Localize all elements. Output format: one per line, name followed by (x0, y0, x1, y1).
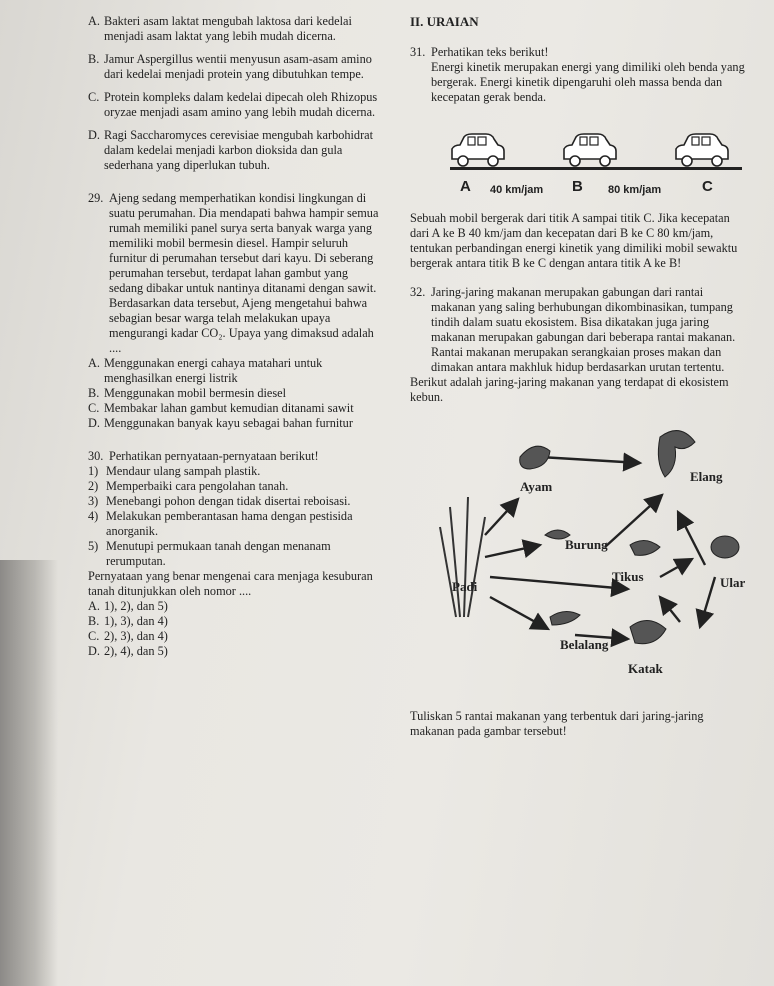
statement-5: 5) Menutupi permukaan tanah dengan menanam rerumputan. (88, 539, 331, 568)
question-29: 29. Ajeng sedang memperhatikan kondisi lingkungan di suatu perumahan. Dia mendapati bahwa hampir semua rumah memiliki panel surya serta banyak warga yang memiliki mobil bermesin diesel. Hampir seluruh furnitur di perumahan tersebut dari kayu. Di seberang perumahan tersebut, terdapat lahan gambut yang sedang dibakar untuk nantinya ditanami dengan sawit. Berdasarkan data tersebut, Ajeng mengetahui bahwa sebagian besar warga telah melakukan upaya mengurangi kadar CO₂. Upaya yang dimaksud adalah .... (88, 191, 379, 355)
label-ular: Ular (720, 575, 746, 590)
statement-4: 4) Melakukan pemberantasan hama dengan pestisida anorganik. (88, 509, 353, 538)
q30-option-b: B. 1), 3), dan 4) (88, 614, 168, 628)
label-padi: Padi (452, 579, 478, 594)
label-belalang: Belalang (560, 637, 609, 652)
question-32-text: Jaring-jaring makanan merupakan gabungan dari rantai makanan yang saling berhubungan dikombinasikan, tumpang tindih dalam suatu ekosistem. Bisa dikatakan juga jaring makanan merupakan gabungan dari beberapa rantai makanan. Rantai makanan merupakan serangkaian proses makan dan dimakan antara makhluk hidup berdasarkan urutan tertentu. (431, 285, 736, 374)
q28-option-d: D. Ragi Saccharomyces cerevisiae mengubah karbohidrat dalam kedelai menjadi karbon dioksida dan gula sederhana yang diperlukan tubuh. (88, 128, 374, 172)
label-ayam: Ayam (520, 479, 553, 494)
question-29-text: Ajeng sedang memperhatikan kondisi lingkungan di suatu perumahan. Dia mendapati bahwa hampir semua rumah memiliki panel surya serta banyak warga yang memiliki mobil bermesin diesel. Hampir seluruh furnitur di perumahan tersebut dari kayu. Di seberang perumahan tersebut, terdapat lahan gambut yang sedang dibakar untuk nantinya ditanami dengan sawit. Berdasarkan data tersebut, Ajeng mengetahui bahwa sebagian besar warga telah melakukan upaya mengurangi kadar CO₂. Upaya yang dimaksud adalah .... (109, 191, 379, 355)
car-a-icon (448, 131, 508, 169)
ular-figure (711, 536, 739, 558)
question-30: 30. Perhatikan pernyataan-pernyataan berikut! (88, 449, 319, 463)
road-line (450, 167, 742, 170)
food-web-diagram (430, 417, 750, 717)
question-30-prompt: Pernyataan yang benar mengenai cara menjaga kesuburan tanah ditunjukkan oleh nomor .... (88, 569, 373, 598)
q29-option-d: D. Menggunakan banyak kayu sebagai bahan furnitur (88, 416, 353, 430)
q30-option-c: C. 2), 3), dan 4) (88, 629, 168, 643)
statement-2: 2) Memperbaiki cara pengolahan tanah. (88, 479, 289, 493)
question-32: 32. Jaring-jaring makanan merupakan gabungan dari rantai makanan yang saling berhubungan dikombinasikan, tumpang tindih dalam suatu ekosistem. Bisa dikatakan juga jaring makanan merupakan gabungan dari beberapa rantai makanan. Rantai makanan merupakan serangkaian proses makan dan dimakan antara makhluk hidup berdasarkan urutan tertentu. (410, 285, 736, 374)
point-b-label: B (572, 178, 583, 195)
statement-1: 1) Mendaur ulang sampah plastik. (88, 464, 261, 478)
label-elang: Elang (690, 469, 723, 484)
q30-option-a: A. 1), 2), dan 5) (88, 599, 168, 613)
car-b-icon (560, 131, 620, 169)
ayam-figure (520, 446, 550, 469)
katak-figure (630, 620, 666, 643)
section-title: II. URAIAN (410, 14, 479, 29)
q28-option-b: B. Jamur Aspergillus wentii menyusun asam-asam amino dari kedelai menjadi protein yang dibutuhkan tempe. (88, 52, 372, 81)
question-32-task: Tuliskan 5 rantai makanan yang terbentuk dari jaring-jaring makanan pada gambar tersebut! (410, 709, 704, 738)
point-a-label: A (460, 178, 471, 195)
label-katak: Katak (628, 661, 663, 676)
left-column (88, 14, 384, 659)
point-c-label: C (702, 178, 713, 195)
car-c-icon (672, 131, 732, 169)
q28-option-a: A. Bakteri asam laktat mengubah laktosa dari kedelai menjadi asam laktat yang lebih mudah dicerna. (88, 14, 352, 43)
page-shadow (0, 560, 58, 986)
q28-option-c: C. Protein kompleks dalam kedelai dipecah oleh Rhizopus oryzae menjadi asam amino yang lebih mudah dicerna. (88, 90, 378, 119)
label-burung: Burung (565, 537, 608, 552)
statement-3: 3) Menebangi pohon dengan tidak disertai reboisasi. (88, 494, 351, 508)
question-31-text: Sebuah mobil bergerak dari titik A sampai titik C. Jika kecepatan dari A ke B 40 km/jam dan kecepatan dari B ke C 80 km/jam, tentukan perbandingan energi kinetik yang dimiliki mobil sewaktu bergerak antara titik B ke C dengan antara titik A ke B! (410, 211, 738, 270)
q30-option-d: D. 2), 4), dan 5) (88, 644, 168, 658)
padi-figure (440, 497, 485, 617)
right-column (410, 14, 750, 739)
car-diagram (410, 117, 750, 201)
speed-ab-label: 40 km/jam (490, 184, 544, 196)
question-31: 31. Perhatikan teks berikut! (410, 45, 549, 59)
speed-bc-label: 80 km/jam (608, 184, 662, 196)
belalang-figure (550, 611, 580, 625)
question-32-intro: Berikut adalah jaring-jaring makanan yang terdapat di ekosistem kebun. (410, 375, 729, 404)
q29-option-a: A. Menggunakan energi cahaya matahari untuk menghasilkan energi listrik (88, 356, 323, 385)
kinetic-energy-passage: Energi kinetik merupakan energi yang dimiliki oleh benda yang bergerak. Energi kinetik dipengaruhi oleh massa benda dan kecepatan gerak benda. (431, 60, 745, 104)
q29-option-c: C. Membakar lahan gambut kemudian ditanami sawit (88, 401, 354, 415)
q29-option-b: B. Menggunakan mobil bermesin diesel (88, 386, 287, 400)
food-web-arrows (430, 417, 750, 717)
label-tikus: Tikus (612, 569, 644, 584)
tikus-figure (630, 540, 660, 555)
